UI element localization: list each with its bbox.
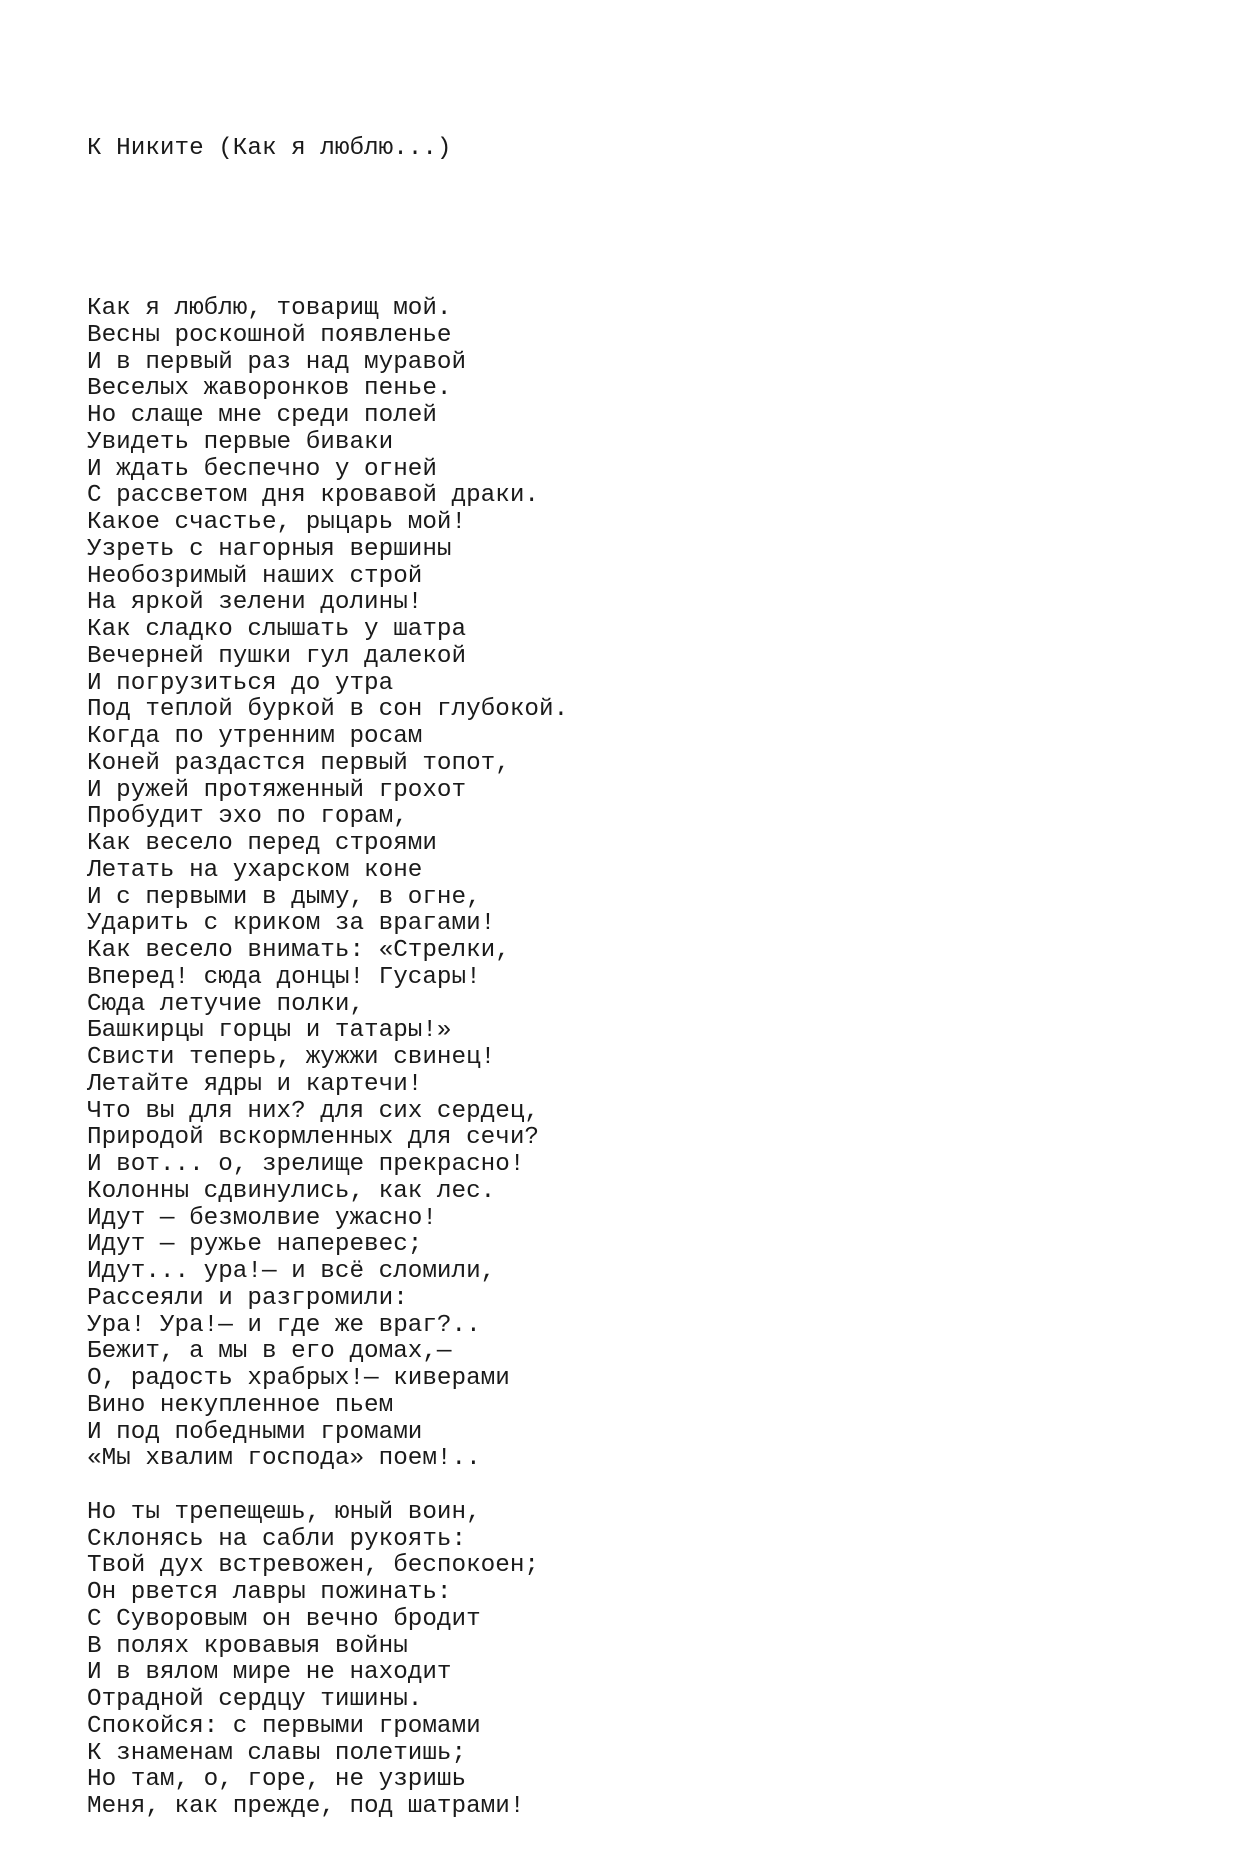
poem-line: Идут... ура!— и всё сломили, xyxy=(87,1258,496,1285)
blank-line xyxy=(87,1473,568,1500)
poem-line: Сюда летучие полки, xyxy=(87,990,365,1018)
poem-line: Коней раздастся первый топот, xyxy=(87,749,510,777)
poem-line: Как весело внимать: «Стрелки, xyxy=(87,937,510,964)
poem-line: Твой дух встревожен, беспокоен; xyxy=(87,1552,539,1580)
poem-line: В полях кровавыя войны xyxy=(87,1632,408,1660)
poem-line: Вино некупленное пьем xyxy=(87,1391,394,1419)
poem-line: О, радость храбрых!— киверами xyxy=(87,1365,510,1392)
stanza xyxy=(87,1500,568,1821)
poem-line: Рассеяли и разгромили: xyxy=(87,1284,408,1312)
poem-line: Колонны сдвинулись, как лес. xyxy=(87,1177,496,1205)
poem-line: Узреть с нагорныя вершины xyxy=(87,535,452,563)
poem-line: Но ты трепещешь, юный воин, xyxy=(87,1498,481,1526)
poem-line: Пробудит эхо по горам, xyxy=(87,803,408,831)
poem-line: Природой вскормленных для сечи? xyxy=(87,1124,539,1152)
poem-line: Необозримый наших строй xyxy=(87,562,423,590)
poem-line: И погрузиться до утра xyxy=(87,669,394,697)
blank-line xyxy=(87,216,568,243)
poem-line: Когда по утренним росам xyxy=(87,723,423,750)
poem-line: Как сладко слышать у шатра xyxy=(87,616,467,643)
poem-line: Идут — ружье наперевес; xyxy=(87,1231,423,1259)
poem-line: Весны роскошной появленье xyxy=(87,321,452,349)
poem-line: Отрадной сердцу тишины. xyxy=(87,1686,423,1713)
poem-line: Как весело перед строями xyxy=(87,830,437,857)
poem-line: И в вялом мире не находит xyxy=(87,1659,452,1687)
poem-line: Меня, как прежде, под шатрами! xyxy=(87,1793,525,1820)
poem-line: И вот... о, зрелище прекрасно! xyxy=(87,1151,525,1178)
poem-line: Как я люблю, товарищ мой. xyxy=(87,295,452,322)
poem-line: Но там, о, горе, не узришь xyxy=(87,1766,467,1794)
poem-line: Идут — безмолвие ужасно! xyxy=(87,1204,437,1232)
poem-line: Летать на ухарском коне xyxy=(87,856,423,884)
poem-line: Бежит, а мы в его домах,— xyxy=(87,1338,452,1366)
poem-line: Склонясь на сабли рукоять: xyxy=(87,1525,467,1553)
stanza xyxy=(87,296,568,1473)
poem-line: Спокойся: с первыми громами xyxy=(87,1712,481,1740)
poem-line: С Суворовым он вечно бродит xyxy=(87,1605,481,1633)
poem-line: На яркой зелени долины! xyxy=(87,589,423,617)
poem-line: Но слаще мне среди полей xyxy=(87,402,437,429)
poem-line: Летайте ядры и картечи! xyxy=(87,1070,423,1098)
poem-line: Башкирцы горцы и татары!» xyxy=(87,1017,452,1045)
poem-line: Увидеть первые биваки xyxy=(87,428,394,456)
poem-line: И под победными громами xyxy=(87,1418,423,1446)
poem-line: «Мы хвалим господа» поем!.. xyxy=(87,1445,481,1473)
poem-line: И ружей протяженный грохот xyxy=(87,776,467,804)
poem-line: Ура! Ура!— и где же враг?.. xyxy=(87,1311,481,1339)
poem-line: Что вы для них? для сих сердец, xyxy=(87,1097,539,1125)
poem-line: Свисти теперь, жужжи свинец! xyxy=(87,1044,496,1071)
poem-line: Вечерней пушки гул далекой xyxy=(87,642,467,670)
poem-line: С рассветом дня кровавой драки. xyxy=(87,482,539,510)
poem-line: И ждать беспечно у огней xyxy=(87,455,437,483)
poem-line: Он рвется лавры пожинать: xyxy=(87,1579,452,1606)
poem-line: Веселых жаворонков пенье. xyxy=(87,375,452,403)
poem-line: Под теплой буркой в сон глубокой. xyxy=(87,696,569,724)
poem-body xyxy=(87,296,568,1821)
poem-line: Ударить с криком за врагами! xyxy=(87,910,496,938)
poem-title: К Никите (Как я люблю...) xyxy=(87,134,452,162)
poem-text xyxy=(87,82,568,1874)
poem-line: И с первыми в дыму, в огне, xyxy=(87,883,481,911)
poem-line: К знаменам славы полетишь; xyxy=(87,1739,467,1767)
poem-line: Какое счастье, рыцарь мой! xyxy=(87,509,467,536)
poem-line: Вперед! сюда донцы! Гусары! xyxy=(87,963,481,991)
poem-line: И в первый раз над муравой xyxy=(87,348,467,376)
